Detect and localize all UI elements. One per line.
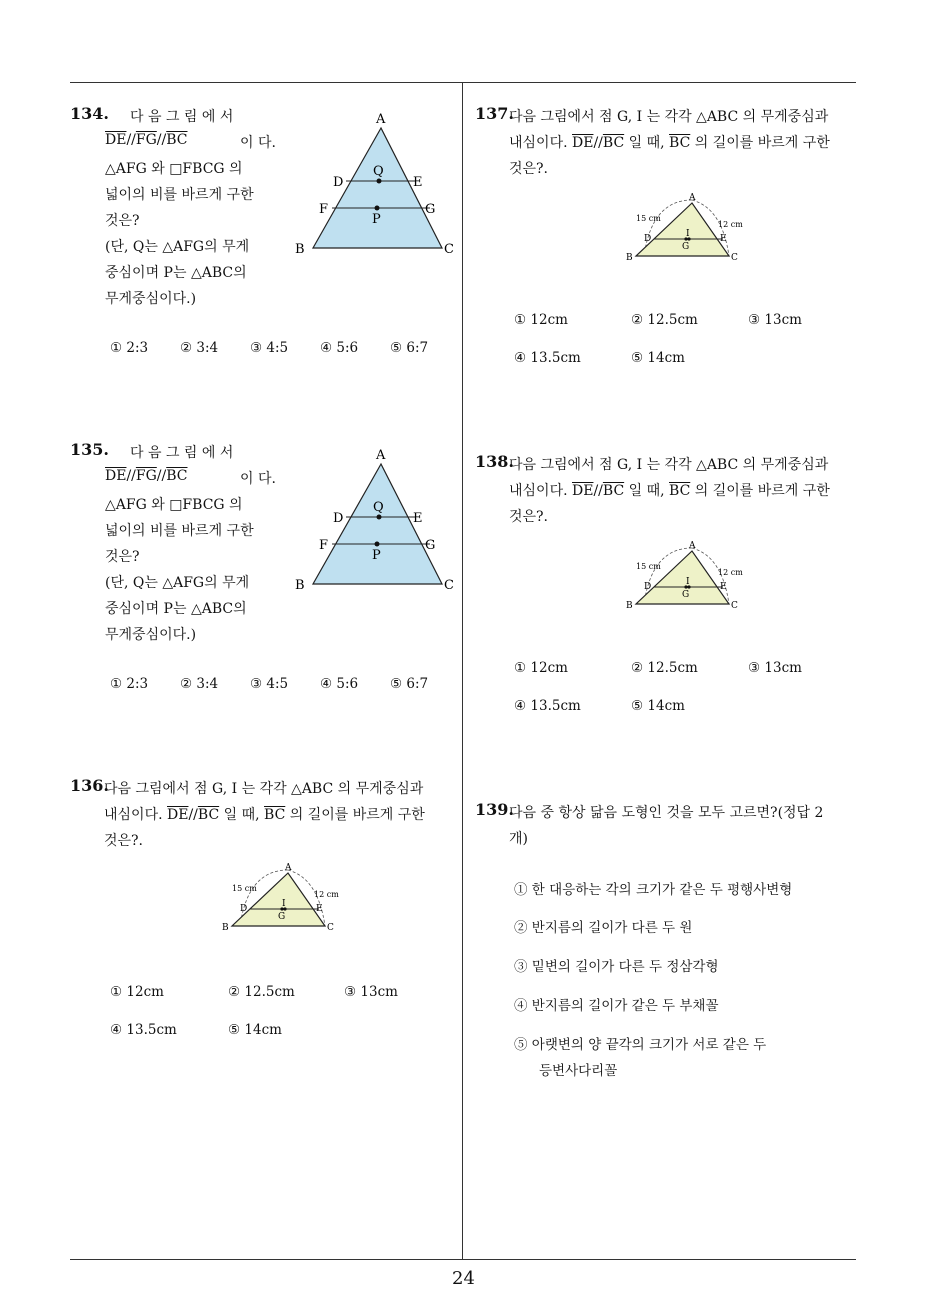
bottom-rule — [70, 1259, 856, 1260]
question-number: 134. — [70, 104, 109, 123]
question-text: 것은? — [105, 549, 140, 565]
segment-bc: $\overline{BC}$ — [197, 807, 220, 823]
label-a: A — [376, 112, 386, 127]
choice-1[interactable]: ① 2:3 — [110, 676, 149, 692]
question-text: 다 음 그 림 에 서 — [130, 445, 234, 461]
choice-5[interactable]: ⑤ 아랫변의 양 끝각의 크기가 서로 같은 두 — [514, 1037, 767, 1053]
label-e: E — [413, 175, 423, 190]
segment-de: $\overline{DE}$ — [105, 468, 127, 484]
question-text — [509, 480, 830, 500]
label-g: G — [682, 590, 690, 600]
parallel-sign: // — [126, 468, 136, 484]
label-i: I — [282, 899, 286, 909]
text-run: 일 때, — [219, 807, 265, 823]
segment-bc: $\overline{BC}$ — [669, 135, 691, 151]
choice-5[interactable]: ⑤ 14cm — [228, 1022, 282, 1038]
choice-5[interactable]: ⑤ 6:7 — [390, 676, 429, 692]
question-text: △AFG 와 □FBCG 의 — [105, 161, 243, 177]
label-b: B — [295, 578, 305, 593]
question-text: 다음 그림에서 점 G, I 는 각각 △ABC 의 무게중심과 — [509, 457, 829, 473]
label-i: I — [686, 229, 690, 239]
question-text: 넓이의 비를 바르게 구한 — [105, 523, 254, 539]
choice-2[interactable]: ② 3:4 — [180, 676, 219, 692]
segment-fg: $\overline{FG}$ — [135, 468, 157, 484]
segment-fg: $\overline{FG}$ — [135, 132, 157, 148]
parallel-sign: // — [188, 807, 198, 823]
label-q: Q — [373, 164, 384, 179]
choice-1[interactable]: ① 12cm — [514, 312, 568, 328]
parallel-sign: // — [593, 483, 603, 499]
label-e: E — [316, 904, 323, 914]
label-f: F — [319, 538, 329, 553]
question-text — [509, 132, 830, 152]
segment-bc: $\overline{BC}$ — [166, 468, 188, 484]
label-f: F — [319, 202, 329, 217]
choice-4[interactable]: ④ 13.5cm — [514, 698, 581, 714]
question-number: 135. — [70, 440, 109, 459]
label-g: G — [278, 912, 286, 922]
choice-5[interactable]: ⑤ 6:7 — [390, 340, 429, 356]
question-text: 것은? — [105, 213, 140, 229]
question-text: 다음 그림에서 점 G, I 는 각각 △ABC 의 무게중심과 — [104, 781, 424, 797]
triangle-figure — [622, 188, 752, 263]
label-c: C — [327, 923, 334, 933]
triangle-figure — [218, 858, 348, 933]
label-g: G — [425, 538, 436, 553]
segment-de: $\overline{DE}$ — [572, 483, 594, 499]
label-p: P — [372, 212, 381, 227]
choice-4[interactable]: ④ 5:6 — [320, 340, 359, 356]
top-rule — [70, 82, 856, 83]
text-run: 의 길이를 바르게 구한 — [285, 807, 425, 823]
question-text: 무게중심이다.) — [105, 627, 197, 643]
label-c: C — [731, 601, 738, 611]
length-label-left: 15 cm — [636, 214, 661, 223]
label-a: A — [689, 193, 696, 203]
choice-3[interactable]: ③ 13cm — [748, 660, 802, 676]
question-text: 넓이의 비를 바르게 구한 — [105, 187, 254, 203]
label-d: D — [333, 175, 344, 190]
question-text: 중심이며 P는 △ABC의 — [105, 265, 247, 281]
question-text: 다음 중 항상 닮음 도형인 것을 모두 고르면?(정답 2 — [509, 805, 824, 821]
choice-5[interactable]: ⑤ 14cm — [631, 698, 685, 714]
triangle-figure — [622, 536, 752, 611]
choice-2[interactable]: ② 12.5cm — [631, 312, 698, 328]
question-text: (단, Q는 △AFG의 무게 — [105, 239, 250, 255]
choice-2[interactable]: ② 12.5cm — [631, 660, 698, 676]
length-label-left: 15 cm — [636, 562, 661, 571]
label-e: E — [720, 234, 727, 244]
choice-2[interactable]: ② 반지름의 길이가 다른 두 원 — [514, 920, 693, 936]
choice-4[interactable]: ④ 반지름의 길이가 같은 두 부채꼴 — [514, 998, 719, 1014]
choice-5-continued: 등변사다리꼴 — [539, 1063, 618, 1079]
text-run: 의 길이를 바르게 구한 — [690, 483, 830, 499]
question-text: 것은?. — [509, 161, 549, 177]
choice-1[interactable]: ① 12cm — [514, 660, 568, 676]
length-label-right: 12 cm — [718, 568, 743, 577]
label-a: A — [285, 863, 292, 873]
question-text: △AFG 와 □FBCG 의 — [105, 497, 243, 513]
parallel-segments — [105, 468, 188, 484]
choice-3[interactable]: ③ 밑변의 길이가 다른 두 정삼각형 — [514, 959, 719, 975]
question-number: 139. — [475, 800, 514, 819]
parallel-segments — [105, 132, 188, 148]
label-b: B — [295, 242, 305, 257]
column-divider — [462, 82, 463, 1260]
label-b: B — [626, 601, 633, 611]
length-label-right: 12 cm — [718, 220, 743, 229]
pyramid-figure — [295, 108, 460, 258]
question-text: 다 음 그 림 에 서 — [130, 109, 234, 125]
segment-bc: $\overline{BC}$ — [602, 135, 625, 151]
choice-5[interactable]: ⑤ 14cm — [631, 350, 685, 366]
text-run: 내심이다. — [509, 483, 572, 499]
label-b: B — [626, 253, 633, 263]
pyramid-figure — [295, 444, 460, 594]
question-text: 다음 그림에서 점 G, I 는 각각 △ABC 의 무게중심과 — [509, 109, 829, 125]
question-text — [104, 804, 425, 824]
choice-1[interactable]: ① 한 대응하는 각의 크기가 같은 두 평행사변형 — [514, 882, 793, 898]
question-number: 138. — [475, 452, 514, 471]
label-e: E — [720, 582, 727, 592]
question-text: 이 다. — [240, 471, 276, 487]
choice-4[interactable]: ④ 13.5cm — [110, 1022, 177, 1038]
choice-4[interactable]: ④ 13.5cm — [514, 350, 581, 366]
question-text: 것은?. — [104, 833, 144, 849]
segment-bc: $\overline{BC}$ — [669, 483, 691, 499]
choice-3[interactable]: ③ 4:5 — [250, 340, 289, 356]
parallel-sign: // — [156, 132, 167, 148]
parallel-sign: // — [126, 132, 136, 148]
choice-1[interactable]: ① 12cm — [110, 984, 164, 1000]
question-text: 개) — [509, 831, 528, 847]
label-g: G — [425, 202, 436, 217]
choice-2[interactable]: ② 12.5cm — [228, 984, 295, 1000]
label-b: B — [222, 923, 229, 933]
choice-4[interactable]: ④ 5:6 — [320, 676, 359, 692]
question-text: 것은?. — [509, 509, 549, 525]
text-run: 일 때, — [624, 135, 670, 151]
parallel-sign: // — [156, 468, 167, 484]
segment-bc: $\overline{BC}$ — [166, 132, 188, 148]
page-number: 24 — [452, 1268, 475, 1289]
segment-bc: $\overline{BC}$ — [602, 483, 625, 499]
label-c: C — [444, 578, 454, 593]
label-i: I — [686, 577, 690, 587]
label-a: A — [376, 448, 386, 463]
label-q: Q — [373, 500, 384, 515]
segment-de: $\overline{DE}$ — [572, 135, 594, 151]
label-d: D — [644, 582, 652, 592]
choice-1[interactable]: ① 2:3 — [110, 340, 149, 356]
label-e: E — [413, 511, 423, 526]
parallel-sign: // — [593, 135, 603, 151]
question-text: 중심이며 P는 △ABC의 — [105, 601, 247, 617]
choice-3[interactable]: ③ 13cm — [748, 312, 802, 328]
label-c: C — [731, 253, 738, 263]
segment-bc: $\overline{BC}$ — [264, 807, 286, 823]
label-d: D — [333, 511, 344, 526]
text-run: 내심이다. — [104, 807, 167, 823]
question-number: 136. — [70, 776, 109, 795]
question-text: (단, Q는 △AFG의 무게 — [105, 575, 250, 591]
text-run: 의 길이를 바르게 구한 — [690, 135, 830, 151]
choice-2[interactable]: ② 3:4 — [180, 340, 219, 356]
segment-de: $\overline{DE}$ — [105, 132, 127, 148]
choice-3[interactable]: ③ 4:5 — [250, 676, 289, 692]
label-p: P — [372, 548, 381, 563]
segment-de: $\overline{DE}$ — [167, 807, 189, 823]
label-d: D — [240, 904, 248, 914]
label-d: D — [644, 234, 652, 244]
question-text: 무게중심이다.) — [105, 291, 197, 307]
choice-3[interactable]: ③ 13cm — [344, 984, 398, 1000]
label-a: A — [689, 541, 696, 551]
text-run: 일 때, — [624, 483, 670, 499]
question-text: 이 다. — [240, 135, 276, 151]
length-label-right: 12 cm — [314, 890, 339, 899]
question-number: 137. — [475, 104, 514, 123]
text-run: 내심이다. — [509, 135, 572, 151]
length-label-left: 15 cm — [232, 884, 257, 893]
label-c: C — [444, 242, 454, 257]
label-g: G — [682, 242, 690, 252]
